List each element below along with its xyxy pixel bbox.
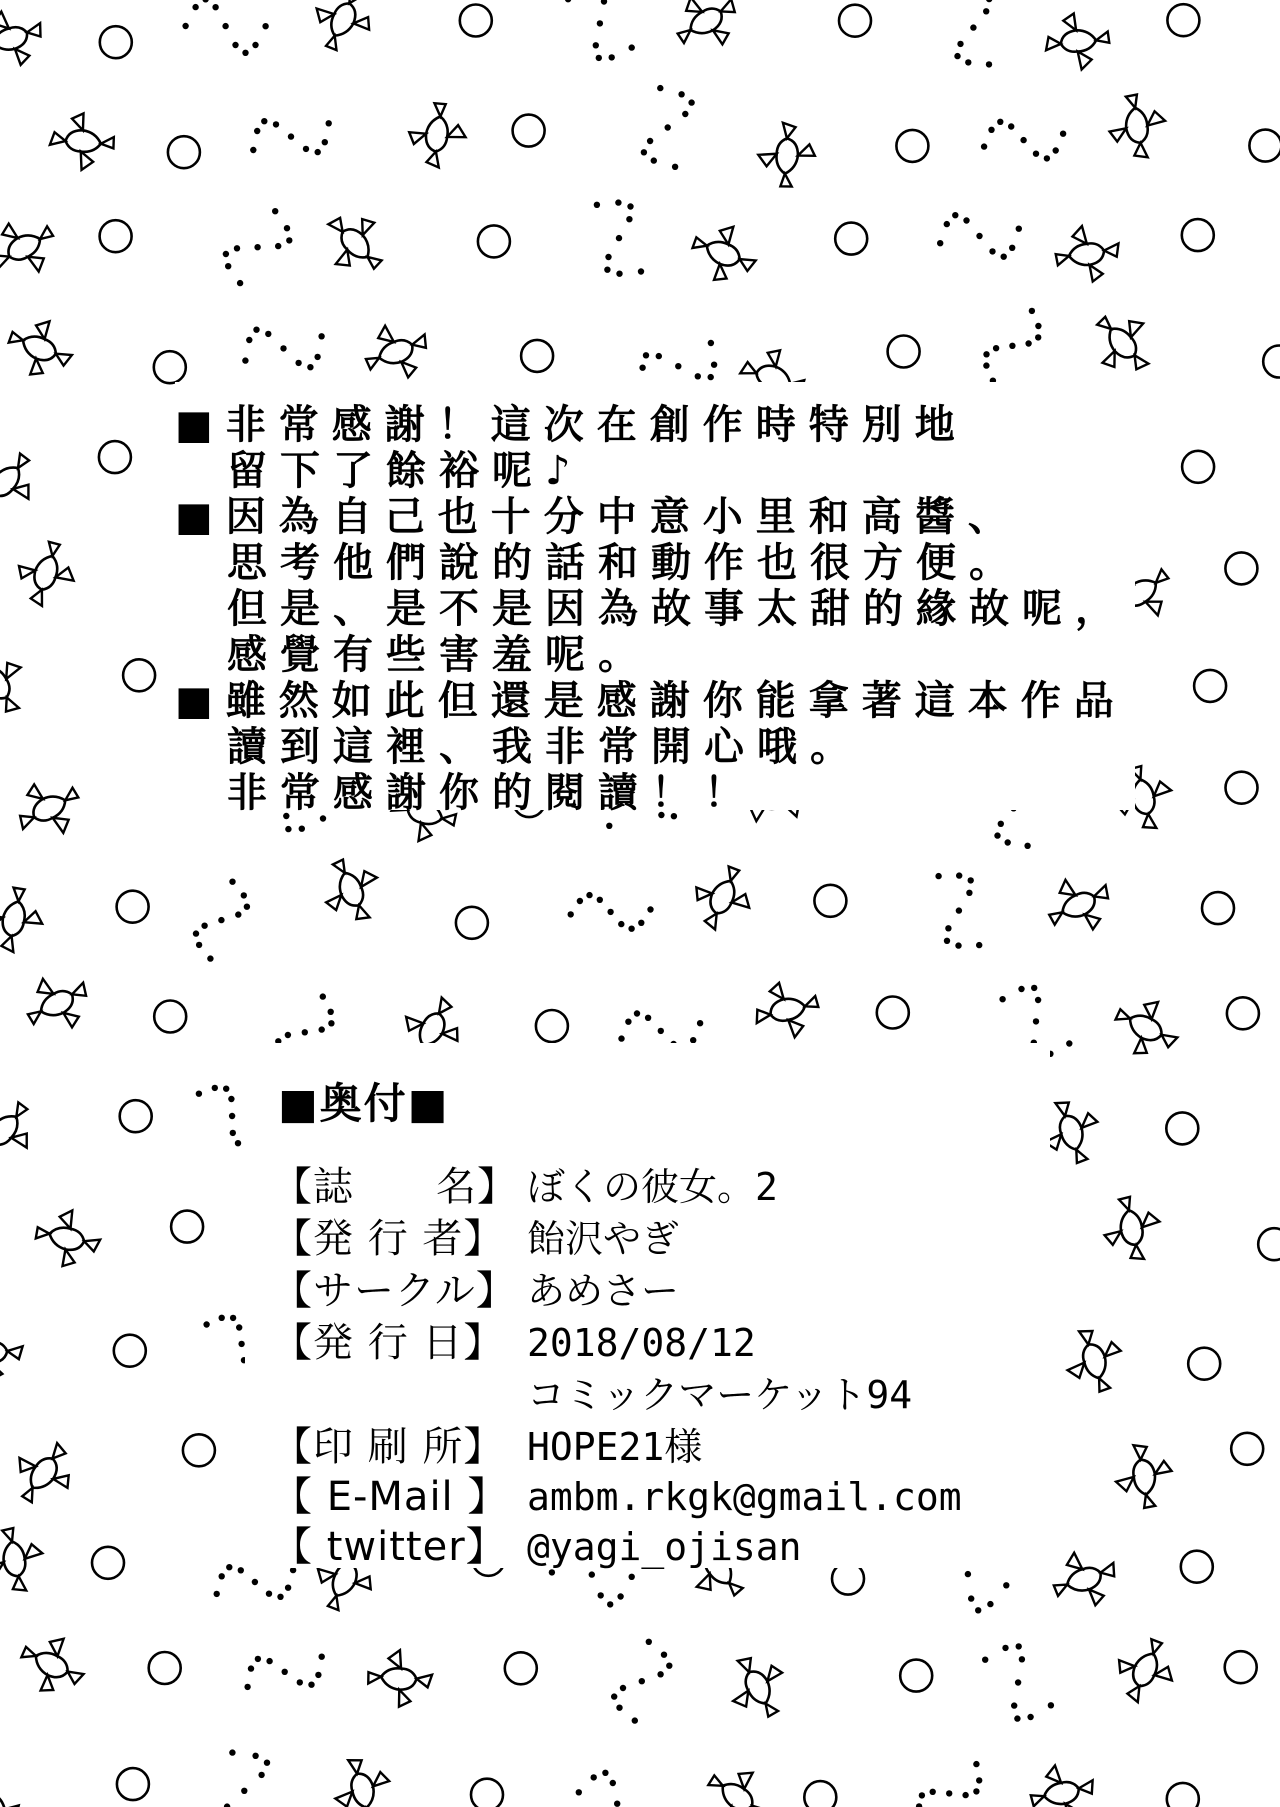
circle-icon	[1182, 219, 1214, 251]
dotted-trail	[250, 118, 332, 155]
candy-icon	[707, 1766, 769, 1807]
circle-icon	[1167, 4, 1199, 36]
dotted-trail	[981, 119, 1066, 162]
candy-icon	[327, 1755, 397, 1807]
dotted-trail	[182, 0, 268, 56]
candy-icon	[1108, 1440, 1180, 1512]
colophon-value: 飴沢やぎ	[527, 1217, 680, 1261]
circle-icon	[1166, 1112, 1198, 1144]
candy-icon	[1051, 1545, 1119, 1613]
circle-icon	[120, 1100, 152, 1132]
candy-icon	[19, 1631, 86, 1698]
candy-icon	[318, 857, 384, 923]
candy-icon	[689, 219, 758, 288]
candy-icon	[309, 0, 377, 53]
circle-icon	[900, 1660, 932, 1692]
afterword-line: ■非常感謝！這次在創作時特別地	[175, 402, 968, 448]
circle-icon	[100, 26, 132, 58]
dotted-trail	[244, 1654, 324, 1691]
candy-icon	[1047, 872, 1111, 936]
candy-icon	[688, 863, 757, 932]
dotted-trail	[219, 1749, 271, 1807]
candy-icon	[26, 972, 89, 1035]
colophon-label: 【 twitter】	[272, 1524, 507, 1570]
circle-icon	[92, 1547, 124, 1579]
candy-icon	[726, 1655, 790, 1719]
circle-icon	[804, 1781, 836, 1807]
candy-icon	[0, 216, 55, 278]
dotted-trail	[594, 199, 645, 276]
circle-icon	[478, 225, 510, 257]
dotted-trail	[982, 1643, 1054, 1722]
dotted-trail	[641, 85, 695, 170]
colophon-label: 【発 行 者】	[272, 1216, 505, 1262]
circle-icon	[835, 223, 867, 255]
candy-icon	[1041, 5, 1114, 78]
circle-icon	[1231, 1433, 1263, 1465]
afterword-line: 思考他們說的話和動作也很方便。	[227, 540, 1022, 586]
candy-icon	[0, 653, 28, 714]
candy-icon	[46, 105, 119, 178]
colophon-value: あめさー	[527, 1269, 680, 1313]
circle-icon	[117, 891, 149, 923]
dotted-trail	[935, 872, 982, 948]
circle-icon	[154, 1001, 186, 1033]
circle-icon	[814, 885, 846, 917]
candy-icon	[1096, 1193, 1167, 1264]
candy-icon	[1113, 994, 1180, 1061]
dotted-trail	[937, 212, 1022, 260]
dotted-trail	[568, 892, 654, 932]
circle-icon	[1167, 1783, 1199, 1807]
circle-icon	[117, 1768, 149, 1800]
dotted-trail	[954, 0, 992, 68]
afterword-line: 讀到這裡、我非常開心哦。	[227, 724, 863, 770]
circle-icon	[1202, 892, 1234, 924]
candy-icon	[401, 98, 474, 171]
circle-icon	[154, 351, 186, 383]
circle-icon	[1249, 130, 1280, 162]
circle-icon	[123, 659, 155, 691]
candy-icon	[1096, 317, 1149, 370]
colophon-twitter: @yagi_ojisan	[527, 1525, 802, 1569]
candy-icon	[1027, 1757, 1098, 1807]
candy-icon	[0, 883, 51, 956]
circle-icon	[505, 1652, 537, 1684]
candy-icon	[0, 1768, 23, 1807]
dotted-trail	[576, 1770, 659, 1807]
dotted-trail	[565, 0, 635, 61]
colophon-label: 【サークル】	[272, 1268, 517, 1314]
circle-icon	[513, 115, 545, 147]
circle-icon	[168, 136, 200, 168]
circle-icon	[99, 441, 131, 473]
circle-icon	[1225, 552, 1257, 584]
colophon-panel	[245, 1043, 1050, 1568]
circle-icon	[1181, 1551, 1213, 1583]
circle-icon	[896, 130, 928, 162]
candy-icon	[1101, 90, 1173, 162]
colophon-label: 【発 行 日】	[272, 1320, 505, 1366]
circle-icon	[839, 5, 871, 37]
candy-icon	[17, 777, 80, 840]
circle-icon	[171, 1211, 203, 1243]
candy-icon	[0, 452, 35, 511]
afterword-line: 感覺有些害羞呢。	[227, 632, 651, 678]
candy-icon	[5, 313, 74, 382]
circle-icon	[521, 340, 553, 372]
colophon-value: ぼくの彼女。2	[527, 1165, 778, 1209]
candy-icon	[12, 1442, 74, 1504]
circle-icon	[114, 1335, 146, 1367]
circle-icon	[1263, 346, 1280, 378]
circle-icon	[1258, 1228, 1280, 1260]
circle-icon	[1188, 1348, 1220, 1380]
candy-icon	[363, 1642, 437, 1716]
candy-icon	[1060, 1326, 1129, 1395]
circle-icon	[1182, 451, 1214, 483]
circle-icon	[1225, 1651, 1257, 1683]
candy-icon	[0, 4, 46, 73]
dotted-trail	[242, 327, 325, 371]
candy-icon	[1051, 218, 1123, 290]
circle-icon	[536, 1010, 568, 1042]
circle-icon	[471, 1779, 503, 1807]
dotted-trail	[223, 208, 293, 286]
dotted-trail	[611, 1639, 673, 1724]
afterword-line: ■因為自己也十分中意小里和高醬、	[175, 494, 1021, 540]
candy-icon	[0, 1524, 51, 1596]
candy-icon	[750, 119, 824, 193]
dotted-trail	[983, 308, 1041, 384]
colophon-label: 【誌 名】	[272, 1164, 518, 1210]
circle-icon	[1226, 772, 1258, 804]
candy-icon	[31, 1202, 103, 1274]
candy-icon	[0, 1315, 27, 1388]
circle-icon	[100, 220, 132, 252]
dotted-trail	[916, 1761, 983, 1807]
circle-icon	[1227, 997, 1259, 1029]
candy-icon	[328, 216, 382, 270]
afterword-line: 留下了餘裕呢♪	[227, 448, 584, 494]
colophon-value: 2018/08/12	[527, 1321, 756, 1365]
candy-icon	[752, 975, 823, 1046]
dotted-trail	[193, 879, 250, 962]
candy-icon	[0, 1101, 33, 1160]
afterword-line: 但是、是不是因為故事太甜的緣故呢，	[227, 586, 1128, 632]
circle-icon	[460, 5, 492, 37]
candy-icon	[676, 0, 737, 51]
circle-icon	[456, 907, 488, 939]
candy-icon	[11, 538, 82, 609]
circle-icon	[877, 997, 909, 1029]
colophon-heading: ■奥付■	[278, 1079, 450, 1128]
afterword-line: 非常感謝你的閱讀！！	[227, 770, 757, 816]
candy-icon	[363, 318, 430, 385]
colophon-label: 【印 刷 所】	[272, 1424, 505, 1470]
afterword-line: ■雖然如此但還是感謝你能拿著這本作品	[175, 678, 1127, 724]
colophon-value: コミックマーケット94	[527, 1373, 913, 1417]
colophon-email: ambm.rkgk@gmail.com	[527, 1475, 962, 1519]
candy-icon	[1111, 1636, 1180, 1705]
circle-icon	[888, 336, 920, 368]
circle-icon	[183, 1434, 215, 1466]
afterword-panel	[175, 382, 1135, 816]
circle-icon	[149, 1652, 181, 1684]
colophon-value: HOPE21様	[527, 1425, 703, 1469]
colophon-label: 【 E-Mail 】	[272, 1474, 509, 1520]
circle-icon	[1194, 670, 1226, 702]
